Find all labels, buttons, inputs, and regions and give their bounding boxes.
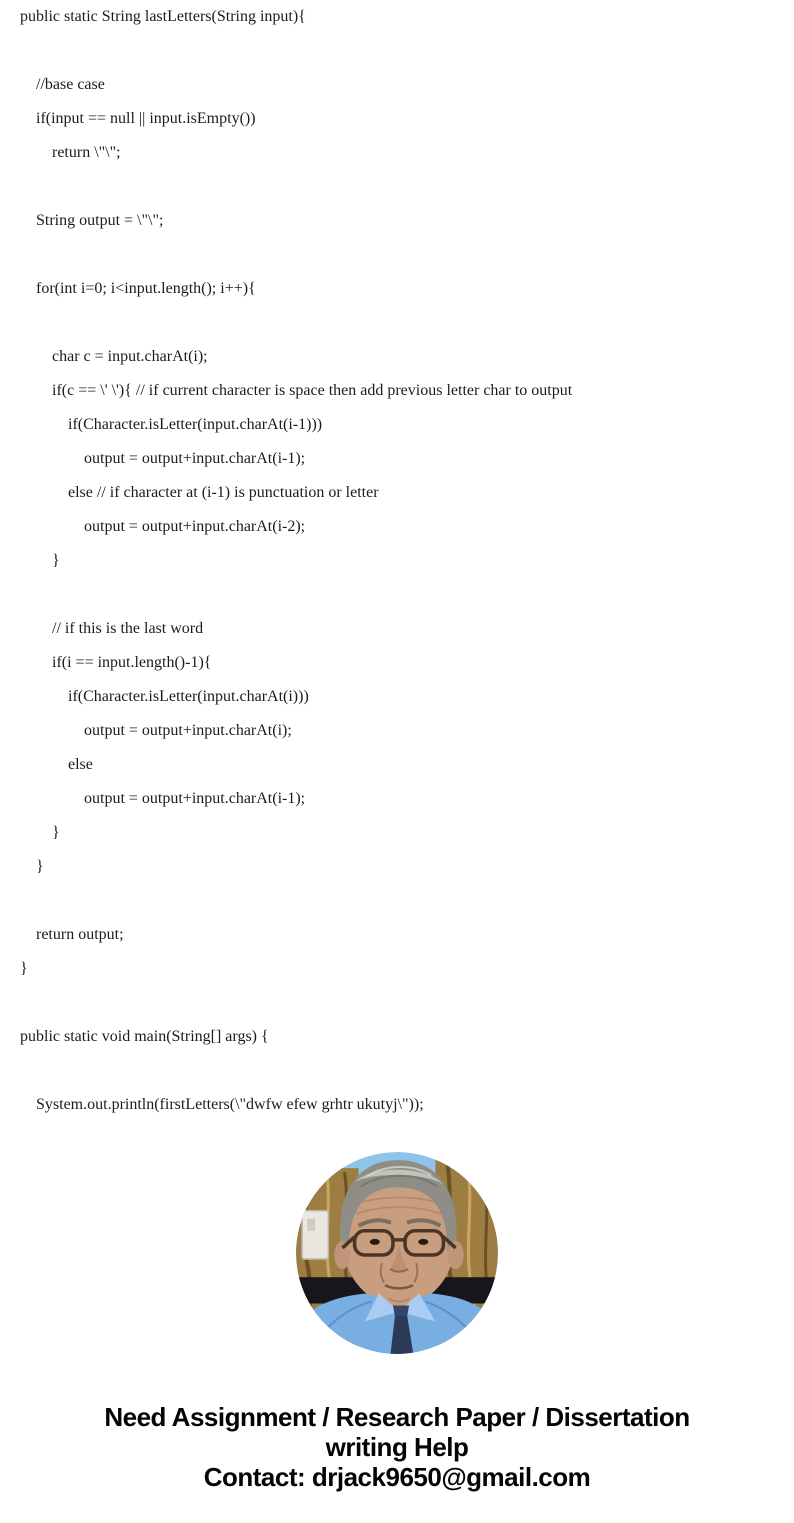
code-line: //base case: [36, 76, 105, 93]
wall-panel: [302, 1211, 328, 1259]
code-line: for(int i=0; i<input.length(); i++){: [36, 280, 256, 297]
footer-help-text-line2: writing Help: [325, 1432, 469, 1462]
code-line: output = output+input.charAt(i-1);: [84, 790, 306, 807]
profile-photo: [296, 1152, 498, 1354]
code-line: return output;: [36, 926, 124, 943]
code-line: char c = input.charAt(i);: [52, 348, 208, 365]
code-line: }: [52, 824, 60, 841]
code-line: output = output+input.charAt(i-1);: [84, 450, 306, 467]
code-line: System.out.println(firstLetters(\"dwfw efew grhtr ukutyj\"));: [36, 1096, 424, 1113]
tie-knot: [393, 1306, 409, 1317]
code-line: if(i == input.length()-1){: [52, 654, 212, 671]
code-line: return \"\";: [52, 144, 121, 161]
code-blank-line: [0, 306, 794, 340]
code-blank-line: [0, 578, 794, 612]
code-line: output = output+input.charAt(i);: [84, 722, 292, 739]
code-line: if(Character.isLetter(input.charAt(i-1))): [68, 416, 323, 433]
code-line: }: [36, 858, 44, 875]
profile-photo-illustration: [296, 1152, 498, 1354]
code-line: }: [20, 960, 28, 977]
code-line: String output = \"\";: [36, 212, 164, 229]
code-blank-line: [0, 238, 794, 272]
footer-banner: [0, 1402, 794, 1492]
code-blank-line: [0, 884, 794, 918]
code-line: public static String lastLetters(String input){: [20, 8, 306, 25]
code-line: if(Character.isLetter(input.charAt(i))): [68, 688, 309, 705]
code-blank-line: [0, 986, 794, 1020]
code-line: // if this is the last word: [52, 620, 204, 637]
code-blank-line: [0, 1054, 794, 1088]
code-line: output = output+input.charAt(i-2);: [84, 518, 306, 535]
footer-contact-email: Contact: drjack9650@gmail.com: [203, 1462, 591, 1492]
code-line: else // if character at (i-1) is punctuation or letter: [68, 484, 379, 501]
code-line: if(c == \' \'){ // if current character is space then add previous letter char to output: [52, 382, 573, 399]
footer-help-text-line1: Need Assignment / Research Paper / Dissertation: [104, 1402, 690, 1432]
code-line: else: [68, 756, 93, 773]
code-line: }: [52, 552, 60, 569]
code-blank-line: [0, 170, 794, 204]
code-blank-line: [0, 34, 794, 68]
code-line: public static void main(String[] args) {: [20, 1028, 269, 1045]
code-line: if(input == null || input.isEmpty()): [36, 110, 256, 127]
